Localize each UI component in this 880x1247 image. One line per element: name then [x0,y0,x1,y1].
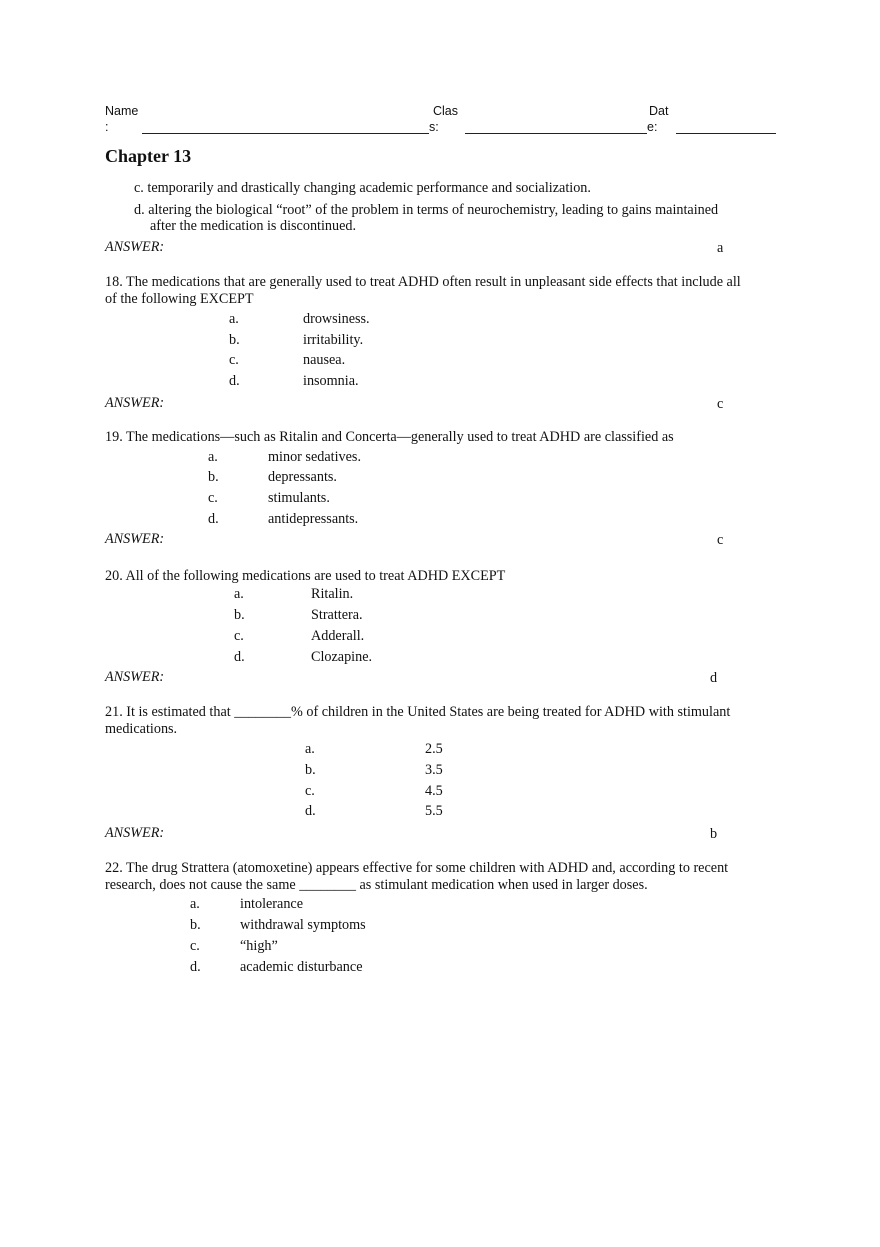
q22-option-text: “high” [240,938,278,954]
date-label-suffix: e: [647,120,658,134]
q20-option-letter: b. [234,607,245,623]
q19-option-letter: d. [208,511,219,527]
q20-answer: d [710,670,718,686]
answer-label: ANSWER: [105,825,165,841]
q22-option-letter: a. [190,896,200,912]
q20-option-letter: d. [234,649,245,665]
q19-option-text: stimulants. [268,490,330,506]
answer-label: ANSWER: [105,395,165,411]
q21-option-text: 3.5 [425,762,443,778]
q22-stem: 22. The drug Strattera (atomoxetine) appears effective for some children with ADHD and, according to recent [105,860,729,876]
class-label: Clas [433,104,459,118]
q21-option-letter: d. [305,803,316,819]
name-field[interactable] [142,133,429,134]
q19-answer: c [717,532,724,548]
q22-option-text: intolerance [240,896,304,912]
class-field[interactable] [465,133,647,134]
q17-option-c: c. temporarily and drastically changing academic performance and socialization. [134,180,591,196]
q20-option-text: Clozapine. [311,649,373,665]
q17-option-d-cont: after the medication is discontinued. [150,218,357,234]
q18-option-text: nausea. [303,352,346,368]
q19-option-letter: c. [208,490,218,506]
q19-option-letter: b. [208,469,219,485]
name-label: Name [105,104,139,118]
q22-stem-cont: research, does not cause the same ________ as stimulant medication when used in larger doses. [105,877,648,893]
q18-option-text: insomnia. [303,373,359,389]
q18-option-letter: b. [229,332,240,348]
q21-option-letter: a. [305,741,315,757]
answer-label: ANSWER: [105,239,165,255]
q22-option-letter: c. [190,938,200,954]
q21-option-letter: c. [305,783,315,799]
answer-label: ANSWER: [105,531,165,547]
name-label-colon: : [105,120,109,134]
q17-option-d: d. altering the biological “root” of the problem in terms of neurochemistry, leading to gains maintained [134,202,719,218]
q20-option-text: Adderall. [311,628,365,644]
q21-option-text: 4.5 [425,783,443,799]
q20-option-letter: a. [234,586,244,602]
q20-stem: 20. All of the following medications are used to treat ADHD EXCEPT [105,568,506,584]
q19-stem: 19. The medications—such as Ritalin and Concerta—generally used to treat ADHD are classified as [105,429,674,445]
q21-option-text: 2.5 [425,741,443,757]
q18-option-letter: d. [229,373,240,389]
q18-option-text: drowsiness. [303,311,370,327]
q21-answer: b [710,826,718,842]
q18-stem-cont: of the following EXCEPT [105,291,254,307]
q20-option-text: Strattera. [311,607,363,623]
q22-option-text: withdrawal symptoms [240,917,366,933]
answer-label: ANSWER: [105,669,165,685]
q19-option-text: antidepressants. [268,511,359,527]
q22-option-letter: d. [190,959,201,975]
q21-stem-cont: medications. [105,721,178,737]
q21-stem: 21. It is estimated that ________% of children in the United States are being treated for ADHD with stimulant [105,704,731,720]
q18-option-letter: a. [229,311,239,327]
q20-option-text: Ritalin. [311,586,354,602]
q22-option-text: academic disturbance [240,959,363,975]
q20-option-letter: c. [234,628,244,644]
q19-option-letter: a. [208,449,218,465]
q19-option-text: minor sedatives. [268,449,361,465]
q18-option-letter: c. [229,352,239,368]
date-field[interactable] [676,133,776,134]
q21-option-letter: b. [305,762,316,778]
q22-option-letter: b. [190,917,201,933]
q19-option-text: depressants. [268,469,337,485]
q21-option-text: 5.5 [425,803,443,819]
q18-answer: c [717,396,724,412]
q17-answer: a [717,240,724,256]
date-label: Dat [649,104,669,118]
chapter-title: Chapter 13 [105,146,192,166]
q18-stem: 18. The medications that are generally used to treat ADHD often result in unpleasant side effects that include all [105,274,741,290]
class-label-suffix: s: [429,120,439,134]
q18-option-text: irritability. [303,332,364,348]
